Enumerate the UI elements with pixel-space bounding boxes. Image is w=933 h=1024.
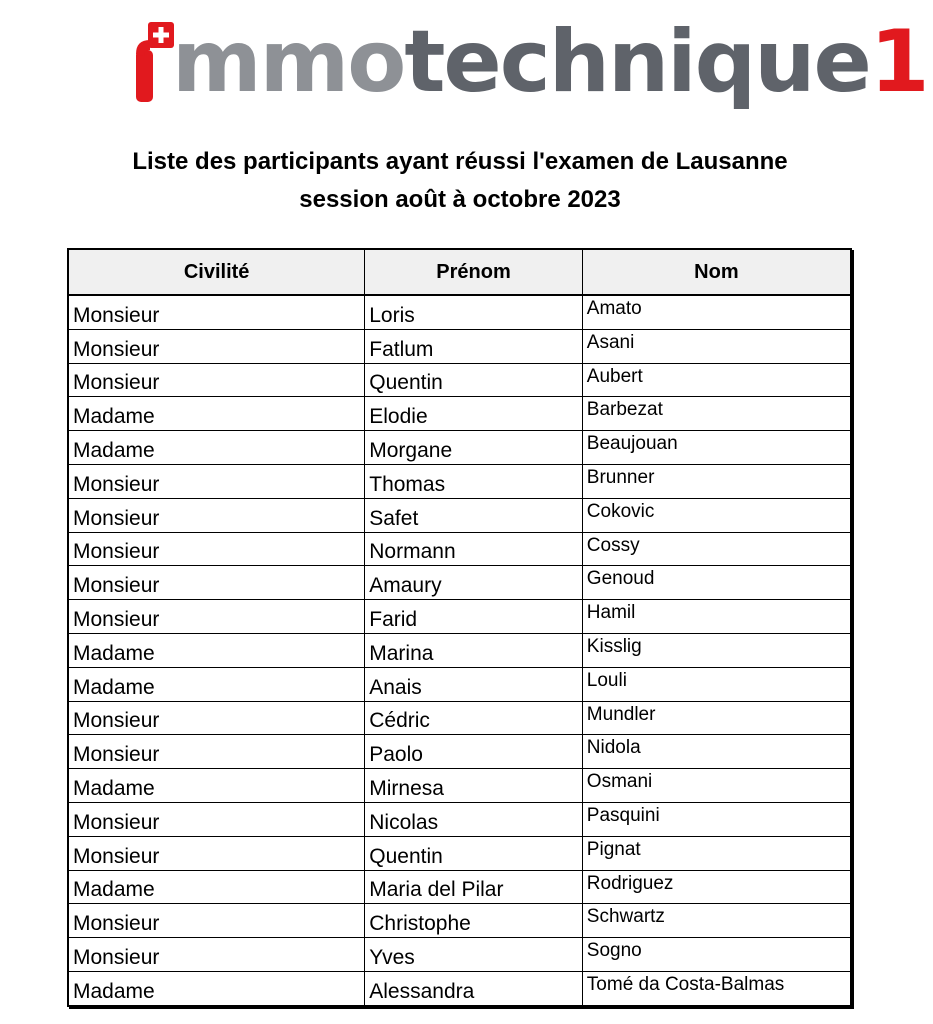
table-row [68,769,851,803]
cell-prenom: Farid [365,600,583,634]
cell-nom: Aubert [582,363,851,397]
cell-civilite: Monsieur [68,938,365,972]
cell-civilite: Monsieur [68,464,365,498]
logo-wordmark-number: 1 [869,12,928,112]
cell-nom: Tomé da Costa-Balmas [582,971,851,1005]
cell-nom: Cokovic [582,498,851,532]
cell-prenom: Anais [365,667,583,701]
header-prenom: Prénom [365,249,583,295]
cell-civilite: Madame [68,397,365,431]
table-body [68,295,851,1006]
table-row [68,904,851,938]
cell-prenom: Maria del Pilar [365,870,583,904]
cell-civilite: Madame [68,667,365,701]
cell-prenom: Alessandra [365,971,583,1005]
cell-nom: Brunner [582,464,851,498]
cell-prenom: Quentin [365,363,583,397]
table-header-row [68,249,851,295]
table-row [68,938,851,972]
cell-civilite: Monsieur [68,532,365,566]
immotechnique-logo [132,12,928,124]
cell-prenom: Cédric [365,701,583,735]
table-row [68,363,851,397]
cell-nom: Beaujouan [582,431,851,465]
header-civilite: Civilité [68,249,365,295]
cell-civilite: Monsieur [68,566,365,600]
cell-prenom: Mirnesa [365,769,583,803]
table-row [68,971,851,1005]
table-row [68,397,851,431]
cell-prenom: Loris [365,295,583,329]
table-row [68,532,851,566]
cell-civilite: Monsieur [68,836,365,870]
cell-civilite: Monsieur [68,363,365,397]
cell-civilite: Monsieur [68,498,365,532]
cell-prenom: Elodie [365,397,583,431]
cell-nom: Nidola [582,735,851,769]
cell-nom: Hamil [582,600,851,634]
table-row [68,633,851,667]
logo-wordmark-light: mmo [172,12,405,112]
cell-prenom: Marina [365,633,583,667]
cell-prenom: Fatlum [365,329,583,363]
cell-civilite: Madame [68,971,365,1005]
cell-civilite: Madame [68,769,365,803]
cell-civilite: Madame [68,431,365,465]
cell-civilite: Monsieur [68,735,365,769]
cell-civilite: Monsieur [68,329,365,363]
cell-nom: Schwartz [582,904,851,938]
cell-nom: Amato [582,295,851,329]
cell-prenom: Nicolas [365,802,583,836]
cell-prenom: Safet [365,498,583,532]
cell-civilite: Monsieur [68,802,365,836]
cell-civilite: Madame [68,870,365,904]
cell-civilite: Monsieur [68,600,365,634]
table-row [68,870,851,904]
cell-prenom: Paolo [365,735,583,769]
cell-nom: Pignat [582,836,851,870]
cell-nom: Mundler [582,701,851,735]
table-row [68,498,851,532]
table-row [68,329,851,363]
title-line-2: session août à octobre 2023 [299,186,621,213]
cell-prenom: Normann [365,532,583,566]
cell-nom: Asani [582,329,851,363]
cell-nom: Barbezat [582,397,851,431]
table-row [68,431,851,465]
table-row [68,836,851,870]
table-row [68,701,851,735]
logo-wordmark-dark: technique [404,12,870,112]
participants-table [67,248,852,1007]
cell-civilite: Monsieur [68,701,365,735]
cell-prenom: Thomas [365,464,583,498]
cell-nom: Osmani [582,769,851,803]
cell-prenom: Amaury [365,566,583,600]
cell-prenom: Yves [365,938,583,972]
table-row [68,295,851,329]
cell-civilite: Madame [68,633,365,667]
table-row [68,667,851,701]
cell-civilite: Monsieur [68,904,365,938]
cell-prenom: Christophe [365,904,583,938]
table-row [68,566,851,600]
header-nom: Nom [582,249,851,295]
table-row [68,802,851,836]
page-title [0,143,920,219]
cell-prenom: Quentin [365,836,583,870]
cell-nom: Kisslig [582,633,851,667]
cell-nom: Louli [582,667,851,701]
title-line-1: Liste des participants ayant réussi l'examen de Lausanne [132,148,788,175]
cell-nom: Sogno [582,938,851,972]
cell-nom: Pasquini [582,802,851,836]
logo-wordmark [172,12,928,112]
table-row [68,735,851,769]
cell-prenom: Morgane [365,431,583,465]
table-row [68,600,851,634]
cell-nom: Rodriguez [582,870,851,904]
cell-nom: Cossy [582,532,851,566]
cell-nom: Genoud [582,566,851,600]
table-row [68,464,851,498]
cell-civilite: Monsieur [68,295,365,329]
